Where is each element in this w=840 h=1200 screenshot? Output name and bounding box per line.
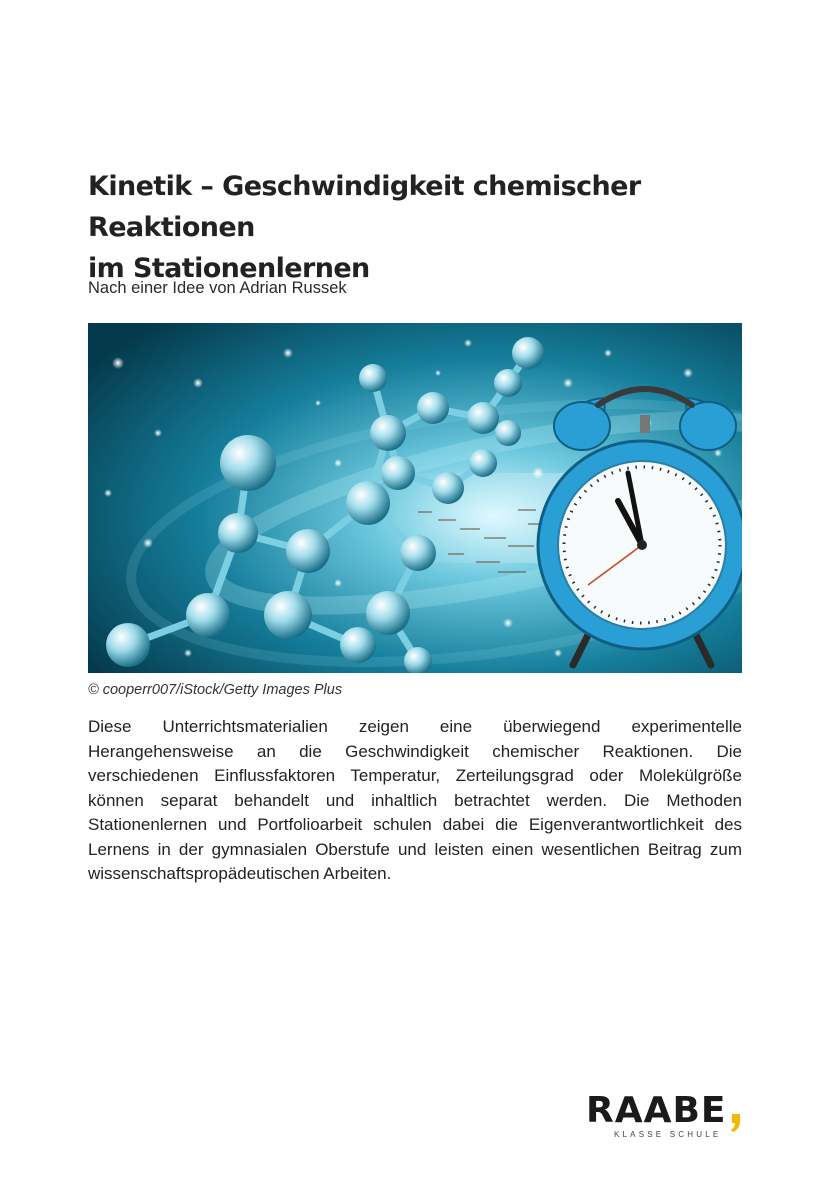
description-paragraph: Diese Unterrichtsmaterialien zeigen eine überwiegend experimentelle Herangehensweise an die Geschwindigkeit chemischer Reaktionen. Die verschiedenen Einflussfaktoren Temperatur, Zerteilungsgrad oder Molekülgröße können separat behandelt und inhaltlich betrachtet werden. Die Methoden Stationenlernen und Portfolioarbeit schulen dabei die Eigenverantwortlichkeit des Lernens in der gymnasialen Oberstufe und leisten einen wesentlichen Beitrag zum wissenschaftspropädeutischen Arbeiten. — [88, 717, 742, 883]
document-title — [88, 166, 768, 289]
logo-comma-icon — [731, 1114, 740, 1132]
author-line: Nach einer Idee von Adrian Russek — [88, 279, 347, 297]
title-line-2: im Stationenlernen — [88, 253, 370, 284]
raabe-logo — [586, 1092, 746, 1140]
logo-tagline: KLASSE SCHULE — [614, 1130, 722, 1139]
logo-wordmark: RAABE — [586, 1090, 727, 1131]
cover-image — [88, 323, 742, 673]
image-credit: © cooperr007/iStock/Getty Images Plus — [88, 682, 343, 698]
title-line-1: Kinetik – Geschwindigkeit chemischer Reaktionen — [88, 171, 641, 243]
